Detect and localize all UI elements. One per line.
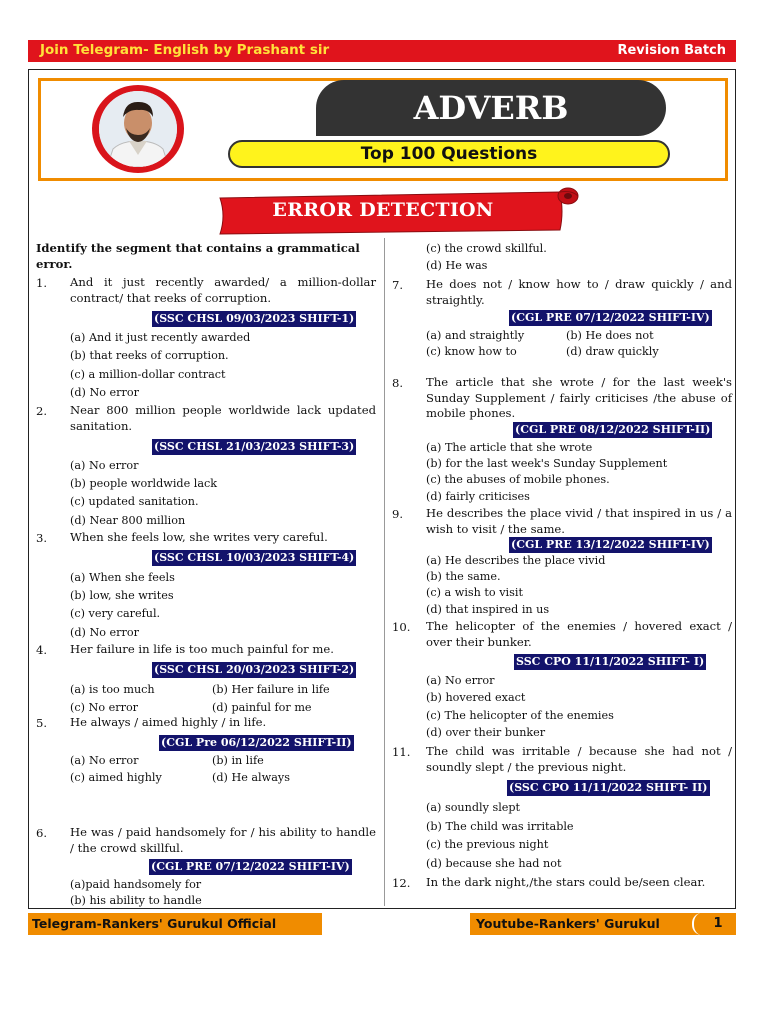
page-subtitle: Top 100 Questions [228, 140, 670, 168]
option: (d) draw quickly [566, 345, 659, 358]
question-number: 2. [36, 404, 48, 418]
option: (c) the abuses of mobile phones. [426, 473, 610, 486]
option: (d) No error [70, 386, 139, 399]
question-number: 3. [36, 531, 48, 545]
option: (b) Her failure in life [212, 683, 330, 696]
exam-tag: (SSC CHSL 09/03/2023 SHIFT-1) [154, 312, 355, 325]
question-number: 11. [392, 745, 411, 759]
column-divider [384, 238, 385, 906]
telegram-promo: Join Telegram- English by Prashant sir [40, 42, 330, 58]
option: (b) the same. [426, 570, 501, 583]
header-bar [28, 40, 736, 62]
option: (c) No error [70, 701, 139, 714]
question-number: 5. [36, 716, 48, 730]
question-text: And it just recently awarded/ a million-dollar contract/ that reeks of corruption. [70, 275, 376, 305]
option: (c) the previous night [426, 838, 549, 851]
youtube-channel: Youtube-Rankers' Gurukul [476, 916, 660, 931]
option: (d) painful for me [212, 701, 312, 714]
option: (a) No error [426, 674, 495, 687]
exam-tag: (CGL PRE 08/12/2022 SHIFT-II) [515, 423, 711, 436]
option: (c) very careful. [70, 607, 161, 620]
question-number: 7. [392, 278, 404, 292]
question-number: 12. [392, 876, 411, 890]
page-number: 1 [700, 913, 736, 935]
option: (b) in life [212, 754, 264, 767]
option: (c) the crowd skillful. [426, 242, 547, 255]
question-text: In the dark night,/the stars could be/seen clear. [426, 875, 706, 889]
option: (c) a million-dollar contract [70, 368, 226, 381]
option: (c) The helicopter of the enemies [426, 709, 614, 722]
option: (b) hovered exact [426, 691, 526, 704]
option: (d) He always [212, 771, 290, 784]
option: (d) No error [70, 626, 139, 639]
question-number: 9. [392, 507, 404, 521]
option: (b) low, she writes [70, 589, 174, 602]
telegram-channel: Telegram-Rankers' Gurukul Official [32, 916, 277, 931]
question-text: He does not / know how to / draw quickly / and straightly. [426, 277, 732, 307]
option: (b) The child was irritable [426, 820, 574, 833]
question-text: He always / aimed highly / in life. [70, 715, 267, 729]
option: (b) that reeks of corruption. [70, 349, 229, 362]
option: (a) He describes the place vivid [426, 554, 606, 567]
exam-tag: (CGL PRE 07/12/2022 SHIFT-IV) [151, 860, 350, 873]
question-text: The article that she wrote / for the last week's Sunday Supplement / fairly criticises /the abuse of mobile phones. [426, 375, 732, 420]
person-icon [99, 91, 177, 167]
option: (a) is too much [70, 683, 155, 696]
option: (a) And it just recently awarded [70, 331, 251, 344]
instruction: Identify the segment that contains a grammatical error. [36, 241, 360, 271]
page-title: ADVERB [316, 80, 666, 136]
option: (b) for the last week's Sunday Supplement [426, 457, 668, 470]
exam-tag: (SSC CPO 11/11/2022 SHIFT- II) [509, 781, 708, 794]
question-text: He was / paid handsomely for / his ability to handle / the crowd skillful. [70, 825, 376, 855]
section-title: ERROR DETECTION [272, 199, 494, 221]
question-text: When she feels low, she writes very careful. [70, 530, 328, 544]
option: (a)paid handsomely for [70, 878, 202, 891]
footer-left [28, 913, 322, 935]
option: (a) No error [70, 754, 139, 767]
option: (d) that inspired in us [426, 603, 550, 616]
option: (c) know how to [426, 345, 517, 358]
author-photo [99, 91, 177, 167]
option: (a) When she feels [70, 571, 175, 584]
question-number: 10. [392, 620, 411, 634]
option: (c) aimed highly [70, 771, 162, 784]
question-text: He describes the place vivid / that inspired in us / a wish to visit / the same. [426, 506, 732, 536]
question-number: 1. [36, 276, 48, 290]
exam-tag: (SSC CHSL 21/03/2023 SHIFT-3) [154, 440, 355, 453]
exam-tag: (SSC CHSL 20/03/2023 SHIFT-2) [154, 663, 355, 676]
author-avatar [92, 85, 184, 173]
option: (d) fairly criticises [426, 490, 530, 503]
option: (b) He does not [566, 329, 654, 342]
exam-tag: (CGL PRE 13/12/2022 SHIFT-IV) [511, 538, 710, 551]
option: (c) updated sanitation. [70, 495, 199, 508]
option: (b) his ability to handle [70, 894, 202, 907]
exam-tag: (CGL PRE 07/12/2022 SHIFT-IV) [511, 311, 710, 324]
question-number: 4. [36, 643, 48, 657]
exam-tag: (CGL Pre 06/12/2022 SHIFT-II) [161, 736, 352, 749]
question-text: Her failure in life is too much painful for me. [70, 642, 334, 656]
batch-label: Revision Batch [617, 43, 726, 58]
option: (a) The article that she wrote [426, 441, 593, 454]
option: (d) Near 800 million [70, 514, 186, 527]
option: (c) a wish to visit [426, 586, 523, 599]
option: (b) people worldwide lack [70, 477, 218, 490]
option: (d) because she had not [426, 857, 562, 870]
exam-tag: (SSC CHSL 10/03/2023 SHIFT-4) [154, 551, 355, 564]
exam-tag: SSC CPO 11/11/2022 SHIFT- I) [516, 655, 705, 668]
question-number: 6. [36, 826, 48, 840]
option: (d) He was [426, 259, 488, 272]
question-text: The child was irritable / because she had not / soundly slept / the previous night. [426, 744, 732, 774]
question-text: Near 800 million people worldwide lack updated sanitation. [70, 403, 376, 433]
question-number: 8. [392, 376, 404, 390]
option: (d) over their bunker [426, 726, 546, 739]
footer-right [470, 913, 736, 935]
option: (a) and straightly [426, 329, 525, 342]
option: (a) soundly slept [426, 801, 521, 814]
option: (a) No error [70, 459, 139, 472]
question-text: The helicopter of the enemies / hovered exact / over their bunker. [426, 619, 732, 649]
